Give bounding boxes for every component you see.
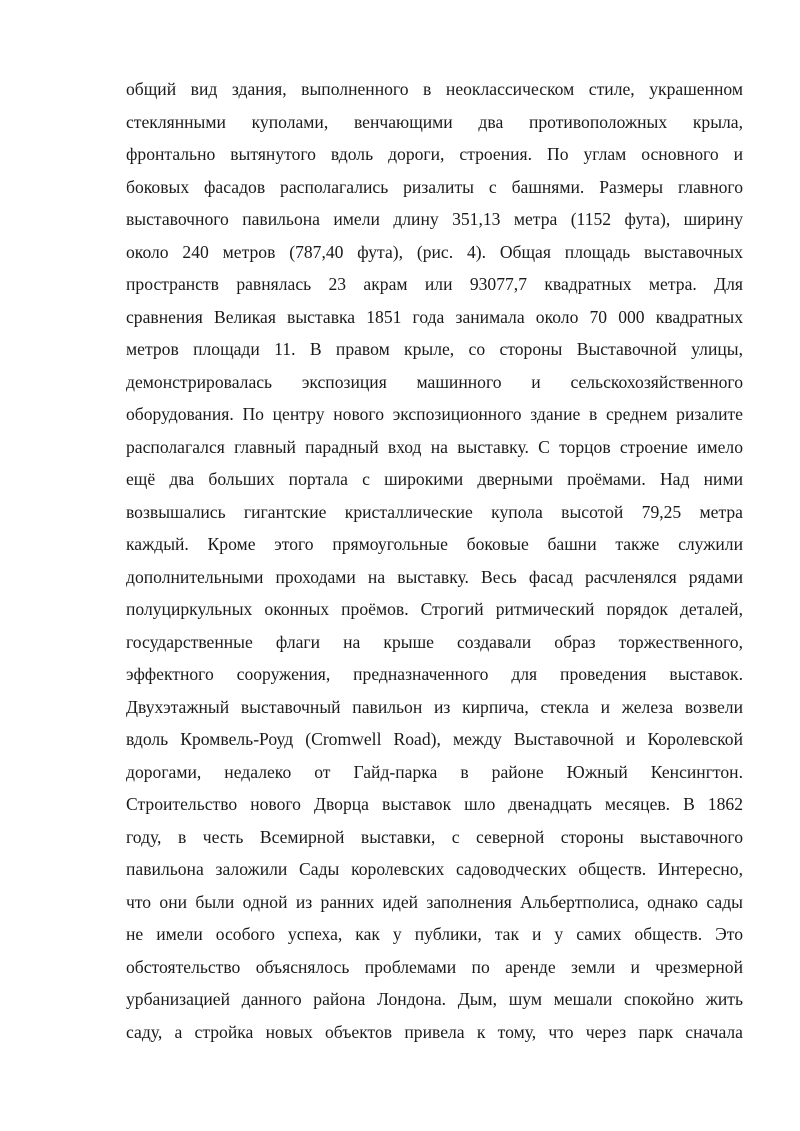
text-line: году, в честь Всемирной выставки, с северной стороны выставочного xyxy=(126,826,743,847)
text-line: метров площади 11. В правом крыле, со стороны Выставочной улицы, xyxy=(126,339,743,359)
text-line: выставочного павильона имели длину 351,13 метра (1152 фута), ширину xyxy=(126,209,743,229)
text-line: полуциркульных оконных проёмов. Строгий ритмический порядок деталей, xyxy=(126,599,743,619)
text-line: дорогами, недалеко от Гайд-парка в районе Южный Кенсингтон. xyxy=(126,761,743,782)
text-line: обстоятельство объяснялось проблемами по аренде земли и чрезмерной xyxy=(126,956,743,977)
text-line: урбанизацией данного района Лондона. Дым, шум мешали спокойно жить xyxy=(126,989,743,1009)
text-line: около 240 метров (787,40 фута), (рис. 4). Общая площадь выставочных xyxy=(126,241,743,262)
text-line: сравнения Великая выставка 1851 года занимала около 70 000 квадратных xyxy=(126,306,743,327)
text-line: павильона заложили Сады королевских садоводческих обществ. Интересно, xyxy=(126,859,743,879)
text-line: располагался главный парадный вход на выставку. С торцов строение имело xyxy=(126,436,743,457)
text-line: саду, а стройка новых объектов привела к тому, что через парк сначала xyxy=(126,1021,743,1042)
text-line: фронтально вытянутого вдоль дороги, строения. По углам основного и xyxy=(126,144,743,164)
text-line: государственные флаги на крыше создавали образ торжественного, xyxy=(126,631,743,652)
text-line: дополнительными проходами на выставку. Весь фасад расчленялся рядами xyxy=(126,566,743,587)
text-line: эффектного сооружения, предназначенного для проведения выставок. xyxy=(126,664,743,684)
text-line: Строительство нового Дворца выставок шло двенадцать месяцев. В 1862 xyxy=(126,794,743,814)
text-line: вдоль Кромвель-Роуд (Cromwell Road), между Выставочной и Королевской xyxy=(126,729,743,749)
text-line: каждый. Кроме этого прямоугольные боковые башни также служили xyxy=(126,534,743,554)
body-text xyxy=(126,73,743,1048)
text-line: стеклянными куполами, венчающими два противоположных крыла, xyxy=(126,111,743,132)
text-line: оборудования. По центру нового экспозиционного здание в среднем ризалите xyxy=(126,404,743,424)
text-line: Двухэтажный выставочный павильон из кирпича, стекла и железа возвели xyxy=(126,696,743,717)
text-line: общий вид здания, выполненного в неоклассическом стиле, украшенном xyxy=(126,79,743,99)
text-line: возвышались гигантские кристаллические купола высотой 79,25 метра xyxy=(126,501,743,522)
text-line: демонстрировалась экспозиция машинного и сельскохозяйственного xyxy=(126,371,743,392)
text-line: ещё два больших портала с широкими дверными проёмами. Над ними xyxy=(126,469,743,489)
text-line: боковых фасадов располагались ризалиты с башнями. Размеры главного xyxy=(126,176,743,197)
text-line: что они были одной из ранних идей заполнения Альбертполиса, однако сады xyxy=(126,891,743,912)
text-line: пространств равнялась 23 акрам или 93077,7 квадратных метра. Для xyxy=(126,274,743,294)
text-line: не имели особого успеха, как у публики, так и у самих обществ. Это xyxy=(126,924,743,944)
